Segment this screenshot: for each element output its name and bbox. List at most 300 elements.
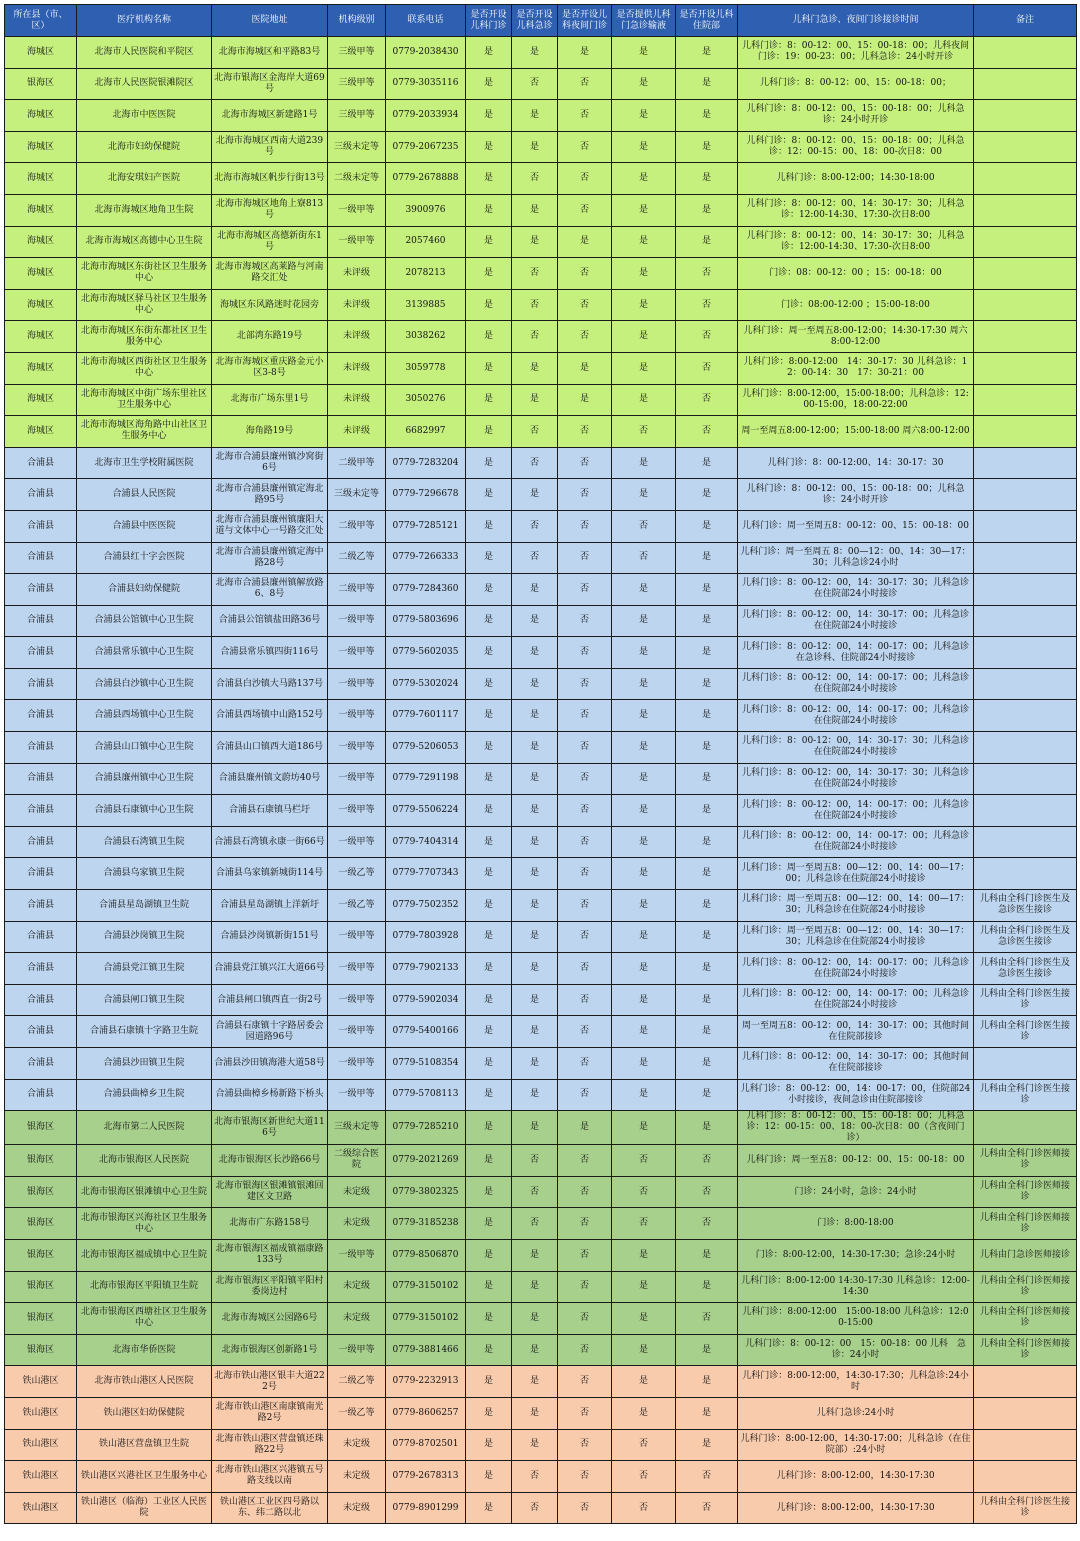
cell-phone: 3059778 [386,352,466,384]
header-address: 医院地址 [212,5,328,37]
cell-county: 合浦县 [5,858,77,890]
cell-emergency: 否 [512,1461,558,1493]
cell-county: 海城区 [5,37,77,69]
cell-phone: 0779-3035116 [386,68,466,100]
cell-hours: 儿科门诊：周一至周五8：00—12：00、14：00—17：30；儿科急诊在住院部24小时接诊 [738,890,974,922]
cell-institution-name: 北海市银海区人民医院 [77,1145,212,1177]
cell-county: 银海区 [5,1271,77,1303]
cell-infusion: 否 [612,542,676,574]
cell-phone: 0779-5302024 [386,668,466,700]
cell-institution-name: 合浦县曲樟乡卫生院 [77,1079,212,1111]
cell-county: 合浦县 [5,479,77,511]
cell-infusion: 是 [612,447,676,479]
cell-phone: 0779-2678313 [386,1461,466,1493]
cell-inpatient: 是 [676,447,738,479]
cell-county: 合浦县 [5,732,77,764]
cell-institution-name: 铁山港区妇幼保健院 [77,1397,212,1429]
cell-emergency: 否 [512,1145,558,1177]
cell-emergency: 是 [512,37,558,69]
cell-address: 合浦县星岛湖镇上洋新圩 [212,890,328,922]
cell-institution-name: 铁山港区营盘镇卫生院 [77,1429,212,1461]
cell-remarks [974,226,1077,258]
cell-level: 三级未定等 [328,1111,386,1145]
cell-phone: 0779-7902133 [386,953,466,985]
cell-inpatient: 是 [676,226,738,258]
cell-outpatient: 是 [466,1176,512,1208]
cell-remarks [974,194,1077,226]
cell-county: 海城区 [5,289,77,321]
cell-night-clinic: 否 [558,258,612,290]
table-row [5,163,1077,195]
cell-night-clinic: 否 [558,1145,612,1177]
cell-emergency: 是 [512,700,558,732]
header-infusion: 是否提供儿科门急诊输液 [612,5,676,37]
cell-outpatient: 是 [466,1145,512,1177]
cell-night-clinic: 否 [558,447,612,479]
cell-outpatient: 是 [466,605,512,637]
cell-infusion: 是 [612,384,676,416]
cell-address: 北海市铁山港区兴港镇五号路支线以南 [212,1461,328,1493]
cell-phone: 0779-5506224 [386,795,466,827]
cell-hours: 儿科门诊：8:00-12:00，14:30-17:00；儿科急诊（在住院部）:24小时 [738,1429,974,1461]
cell-county: 银海区 [5,1239,77,1271]
cell-night-clinic: 否 [558,100,612,132]
cell-emergency: 是 [512,479,558,511]
table-row [5,1239,1077,1271]
cell-level: 一级乙等 [328,890,386,922]
cell-remarks: 儿科由全科门诊医生接诊 [974,984,1077,1016]
header-remarks: 备注 [974,5,1077,37]
cell-county: 银海区 [5,1208,77,1240]
cell-emergency: 是 [512,226,558,258]
cell-outpatient: 是 [466,984,512,1016]
cell-outpatient: 是 [466,226,512,258]
cell-inpatient: 是 [676,795,738,827]
cell-night-clinic: 是 [558,226,612,258]
cell-inpatient: 是 [676,1016,738,1048]
cell-infusion: 是 [612,668,676,700]
cell-level: 一级乙等 [328,858,386,890]
table-row [5,542,1077,574]
cell-remarks [974,700,1077,732]
cell-hours: 儿科门诊：周一至周五8：00—12：00、14：00—17：00；儿科急诊在住院部24小时接诊 [738,858,974,890]
cell-inpatient: 否 [676,416,738,448]
cell-county: 合浦县 [5,447,77,479]
cell-infusion: 否 [612,1461,676,1493]
cell-county: 海城区 [5,352,77,384]
cell-inpatient: 否 [676,1145,738,1177]
cell-remarks [974,163,1077,195]
cell-address: 北海市海城区重庆路金元小区3-8号 [212,352,328,384]
cell-address: 北海市银海区银滩镇银滩回建区文卫路 [212,1176,328,1208]
cell-level: 一级甲等 [328,921,386,953]
cell-outpatient: 是 [466,37,512,69]
cell-night-clinic: 是 [558,352,612,384]
cell-address: 合浦县乌家镇新城街114号 [212,858,328,890]
cell-remarks [974,100,1077,132]
cell-outpatient: 是 [466,100,512,132]
cell-institution-name: 北海市海城区地角卫生院 [77,194,212,226]
cell-outpatient: 是 [466,1334,512,1366]
cell-address: 合浦县公馆镇盐田路36号 [212,605,328,637]
table-row [5,1079,1077,1111]
cell-phone: 0779-2033934 [386,100,466,132]
cell-night-clinic: 否 [558,1303,612,1335]
cell-address: 北海市海城区帆步行街13号 [212,163,328,195]
cell-hours: 儿科门诊：8：00-12：00、15：00-18：00； [738,68,974,100]
cell-level: 二级综合医院 [328,1145,386,1177]
cell-address: 北部湾东路19号 [212,321,328,353]
cell-emergency: 是 [512,352,558,384]
cell-inpatient: 是 [676,1048,738,1080]
cell-institution-name: 北海市银海区银滩镇中心卫生院 [77,1176,212,1208]
cell-remarks [974,321,1077,353]
cell-inpatient: 是 [676,163,738,195]
cell-infusion: 否 [612,1145,676,1177]
cell-inpatient: 是 [676,194,738,226]
cell-remarks [974,732,1077,764]
cell-inpatient: 否 [676,321,738,353]
cell-hours: 儿科门诊：8：00-12：00，14：30-17：00；其他时间在住院部接诊 [738,1048,974,1080]
cell-county: 海城区 [5,384,77,416]
header-emergency: 是否开设儿科急诊 [512,5,558,37]
cell-night-clinic: 否 [558,700,612,732]
cell-inpatient: 否 [676,352,738,384]
cell-level: 一级甲等 [328,953,386,985]
cell-address: 北海市合浦县廉州镇定海北路95号 [212,479,328,511]
cell-inpatient: 否 [676,258,738,290]
table-row [5,289,1077,321]
cell-address: 北海市银海区金海岸大道69号 [212,68,328,100]
cell-emergency: 是 [512,1016,558,1048]
cell-outpatient: 是 [466,1461,512,1493]
cell-inpatient: 否 [676,1176,738,1208]
cell-address: 北海市铁山港区营盘镇还珠路22号 [212,1429,328,1461]
cell-hours: 门诊：8:00-18:00 [738,1208,974,1240]
cell-night-clinic: 否 [558,574,612,606]
cell-inpatient: 是 [676,858,738,890]
cell-level: 未评级 [328,321,386,353]
cell-county: 合浦县 [5,1048,77,1080]
cell-institution-name: 北海安琪妇产医院 [77,163,212,195]
cell-inpatient: 是 [676,1239,738,1271]
cell-address: 北海市银海区平阳镇平阳村委岗边村 [212,1271,328,1303]
cell-outpatient: 是 [466,953,512,985]
cell-emergency: 是 [512,605,558,637]
cell-night-clinic: 否 [558,1366,612,1398]
cell-level: 一级甲等 [328,1239,386,1271]
header-night-clinic: 是否开设儿科夜间门诊 [558,5,612,37]
cell-infusion: 是 [612,605,676,637]
cell-phone: 0779-8702501 [386,1429,466,1461]
cell-hours: 儿科门诊：8:00-12:00，14:30-17:30 [738,1461,974,1493]
cell-phone: 0779-7502352 [386,890,466,922]
cell-outpatient: 是 [466,1429,512,1461]
cell-institution-name: 北海市银海区福成镇中心卫生院 [77,1239,212,1271]
cell-night-clinic: 否 [558,953,612,985]
table-row [5,1397,1077,1429]
cell-address: 北海市银海区新世纪大道116号 [212,1111,328,1145]
cell-institution-name: 合浦县中医医院 [77,510,212,542]
cell-county: 铁山港区 [5,1429,77,1461]
cell-county: 海城区 [5,226,77,258]
cell-address: 合浦县石康镇马栏圩 [212,795,328,827]
table-row [5,1271,1077,1303]
cell-night-clinic: 否 [558,826,612,858]
header-county: 所在县（市、区） [5,5,77,37]
cell-outpatient: 是 [466,1271,512,1303]
cell-hours: 周一至周五8:00-12:00；15:00-18:00 周六8:00-12:00 [738,416,974,448]
cell-outpatient: 是 [466,1366,512,1398]
hospital-table-container [4,4,1076,1524]
cell-emergency: 是 [512,131,558,163]
cell-level: 二级未定等 [328,163,386,195]
cell-hours: 门诊：8:00-12:00，14:30-17:30；急诊:24小时 [738,1239,974,1271]
cell-institution-name: 合浦县星岛湖镇卫生院 [77,890,212,922]
cell-remarks: 儿科由全科门诊医生及急诊医生接诊 [974,953,1077,985]
cell-infusion: 是 [612,258,676,290]
cell-institution-name: 北海市华侨医院 [77,1334,212,1366]
table-row [5,416,1077,448]
cell-phone: 0779-8506870 [386,1239,466,1271]
cell-hours: 门诊：08:00-12:00 ；15:00-18:00 [738,289,974,321]
cell-phone: 0779-7296678 [386,479,466,511]
cell-emergency: 是 [512,763,558,795]
cell-county: 合浦县 [5,605,77,637]
cell-outpatient: 是 [466,1303,512,1335]
cell-hours: 儿科门诊：8：00-12：00，14：30-17：30；儿科急诊在住院部24小时接诊 [738,732,974,764]
cell-infusion: 是 [612,1048,676,1080]
cell-outpatient: 是 [466,1208,512,1240]
cell-remarks [974,289,1077,321]
cell-emergency: 否 [512,289,558,321]
cell-night-clinic: 否 [558,1271,612,1303]
cell-county: 铁山港区 [5,1397,77,1429]
cell-outpatient: 是 [466,1048,512,1080]
cell-institution-name: 合浦县常乐镇中心卫生院 [77,637,212,669]
header-outpatient: 是否开设儿科门诊 [466,5,512,37]
cell-address: 合浦县党江镇兴江大道66号 [212,953,328,985]
cell-emergency: 是 [512,890,558,922]
table-row [5,1461,1077,1493]
cell-hours: 儿科门诊：8：00-12：00，14：00-17：00；儿科急诊在住院部24小时接诊 [738,700,974,732]
cell-address: 北海市广场东里1号 [212,384,328,416]
cell-address: 海角路19号 [212,416,328,448]
cell-remarks [974,763,1077,795]
cell-remarks: 儿科由门急诊医师接诊 [974,1239,1077,1271]
cell-address: 合浦县石康镇十字路居委会园道路96号 [212,1016,328,1048]
cell-level: 未定级 [328,1429,386,1461]
cell-emergency: 是 [512,921,558,953]
cell-remarks: 儿科由全科门诊医生及急诊医生接诊 [974,921,1077,953]
cell-institution-name: 合浦县白沙镇中心卫生院 [77,668,212,700]
cell-night-clinic: 否 [558,1492,612,1524]
cell-emergency: 是 [512,668,558,700]
cell-infusion: 是 [612,890,676,922]
cell-infusion: 是 [612,858,676,890]
cell-level: 一级甲等 [328,194,386,226]
table-row [5,574,1077,606]
cell-infusion: 否 [612,1492,676,1524]
cell-inpatient: 是 [676,574,738,606]
cell-hours: 儿科门诊：8：00-12：00，14：00-17：00；儿科急诊在住院部24小时接诊 [738,826,974,858]
cell-night-clinic: 否 [558,1176,612,1208]
cell-level: 未评级 [328,384,386,416]
cell-remarks [974,352,1077,384]
cell-address: 合浦县白沙镇大马路137号 [212,668,328,700]
cell-level: 一级甲等 [328,1048,386,1080]
cell-address: 北海市广东路158号 [212,1208,328,1240]
cell-institution-name: 合浦县闸口镇卫生院 [77,984,212,1016]
cell-night-clinic: 否 [558,1239,612,1271]
cell-institution-name: 北海市海城区东街东都社区卫生服务中心 [77,321,212,353]
cell-night-clinic: 是 [558,384,612,416]
cell-remarks: 儿科由全科门诊医生接诊 [974,1079,1077,1111]
cell-inpatient: 是 [676,1079,738,1111]
cell-phone: 0779-5400166 [386,1016,466,1048]
cell-level: 二级甲等 [328,510,386,542]
cell-emergency: 是 [512,858,558,890]
cell-county: 合浦县 [5,921,77,953]
cell-outpatient: 是 [466,700,512,732]
cell-infusion: 是 [612,37,676,69]
cell-hours: 儿科门诊：8：00-12：00，14：30-17：00；儿科急诊在住院部24小时接诊 [738,605,974,637]
cell-hours: 儿科门急诊:24小时 [738,1397,974,1429]
cell-phone: 0779-2038430 [386,37,466,69]
cell-hours: 门诊：24小时，急诊：24小时 [738,1176,974,1208]
cell-infusion: 是 [612,131,676,163]
cell-phone: 6682997 [386,416,466,448]
cell-inpatient: 是 [676,542,738,574]
cell-inpatient: 否 [676,384,738,416]
cell-level: 未定级 [328,1271,386,1303]
table-row [5,131,1077,163]
cell-county: 合浦县 [5,984,77,1016]
cell-county: 合浦县 [5,668,77,700]
cell-emergency: 是 [512,1079,558,1111]
cell-remarks [974,479,1077,511]
cell-hours: 儿科门诊：周一至周五8：00-12：00、15：00-18：00 [738,510,974,542]
cell-hours: 儿科门诊：周一至周五8：00—12：00、14：30—17：30；儿科急诊在住院部24小时接诊 [738,921,974,953]
cell-address: 北海市合浦县廉州镇沙窝街6号 [212,447,328,479]
cell-remarks [974,1397,1077,1429]
cell-remarks [974,447,1077,479]
cell-level: 一级甲等 [328,1016,386,1048]
cell-emergency: 是 [512,194,558,226]
cell-remarks [974,1366,1077,1398]
cell-infusion: 是 [612,352,676,384]
cell-county: 合浦县 [5,542,77,574]
cell-level: 三级甲等 [328,100,386,132]
cell-county: 海城区 [5,321,77,353]
cell-remarks [974,605,1077,637]
cell-inpatient: 是 [676,763,738,795]
cell-address: 北海市合浦县廉州镇解放路6、8号 [212,574,328,606]
cell-phone: 0779-2232913 [386,1366,466,1398]
cell-outpatient: 是 [466,890,512,922]
cell-county: 海城区 [5,258,77,290]
cell-outpatient: 是 [466,858,512,890]
header-institution-name: 医疗机构名称 [77,5,212,37]
table-row [5,605,1077,637]
cell-inpatient: 是 [676,637,738,669]
cell-phone: 0779-2067235 [386,131,466,163]
cell-institution-name: 合浦县廉州镇中心卫生院 [77,763,212,795]
cell-level: 未评级 [328,258,386,290]
table-row [5,637,1077,669]
cell-outpatient: 是 [466,637,512,669]
pediatric-hospital-table [4,4,1077,1524]
cell-night-clinic: 否 [558,921,612,953]
cell-phone: 0779-2021269 [386,1145,466,1177]
cell-inpatient: 是 [676,921,738,953]
cell-phone: 0779-7803928 [386,921,466,953]
cell-infusion: 是 [612,732,676,764]
cell-night-clinic: 否 [558,732,612,764]
cell-infusion: 是 [612,1397,676,1429]
cell-inpatient: 是 [676,605,738,637]
cell-county: 合浦县 [5,763,77,795]
table-row [5,100,1077,132]
cell-remarks: 儿科由全科门诊医师接诊 [974,1145,1077,1177]
cell-phone: 0779-5602035 [386,637,466,669]
table-row [5,1492,1077,1524]
cell-outpatient: 是 [466,732,512,764]
cell-emergency: 否 [512,510,558,542]
cell-outpatient: 是 [466,1239,512,1271]
cell-address: 合浦县闸口镇西直一街2号 [212,984,328,1016]
cell-emergency: 否 [512,321,558,353]
cell-level: 二级乙等 [328,542,386,574]
cell-inpatient: 是 [676,1397,738,1429]
cell-institution-name: 北海市海城区驿马社区卫生服务中心 [77,289,212,321]
cell-night-clinic: 否 [558,858,612,890]
cell-address: 合浦县曲樟乡杨新路下桥头 [212,1079,328,1111]
cell-night-clinic: 是 [558,1111,612,1145]
cell-emergency: 是 [512,1366,558,1398]
cell-county: 海城区 [5,100,77,132]
cell-level: 一级甲等 [328,795,386,827]
cell-inpatient: 是 [676,1111,738,1145]
cell-institution-name: 北海市银海区平阳镇卫生院 [77,1271,212,1303]
cell-hours: 儿科门诊：8:00-12:00 14：30-17：30 儿科急诊：12：00-14：30 17：30-21：00 [738,352,974,384]
cell-night-clinic: 否 [558,1461,612,1493]
cell-institution-name: 合浦县石湾镇卫生院 [77,826,212,858]
cell-institution-name: 北海市铁山港区人民医院 [77,1366,212,1398]
cell-address: 北海市银海区创新路1号 [212,1334,328,1366]
cell-phone: 3050276 [386,384,466,416]
table-row [5,858,1077,890]
cell-hours: 儿科门诊：周一至周五8:00-12:00；14:30-17:30 周六8:00-12:00 [738,321,974,353]
cell-institution-name: 北海市中医医院 [77,100,212,132]
cell-phone: 0779-3881466 [386,1334,466,1366]
cell-infusion: 是 [612,1334,676,1366]
cell-remarks [974,574,1077,606]
table-row [5,321,1077,353]
cell-infusion: 是 [612,953,676,985]
cell-level: 一级甲等 [328,700,386,732]
cell-institution-name: 合浦县西场镇中心卫生院 [77,700,212,732]
cell-night-clinic: 否 [558,289,612,321]
cell-remarks [974,258,1077,290]
cell-address: 海城区东风路迷时花园旁 [212,289,328,321]
cell-level: 未定级 [328,1176,386,1208]
cell-infusion: 是 [612,68,676,100]
cell-remarks [974,668,1077,700]
cell-infusion: 是 [612,763,676,795]
cell-address: 铁山港区工业区四号路以东、纬二路以北 [212,1492,328,1524]
cell-inpatient: 是 [676,510,738,542]
